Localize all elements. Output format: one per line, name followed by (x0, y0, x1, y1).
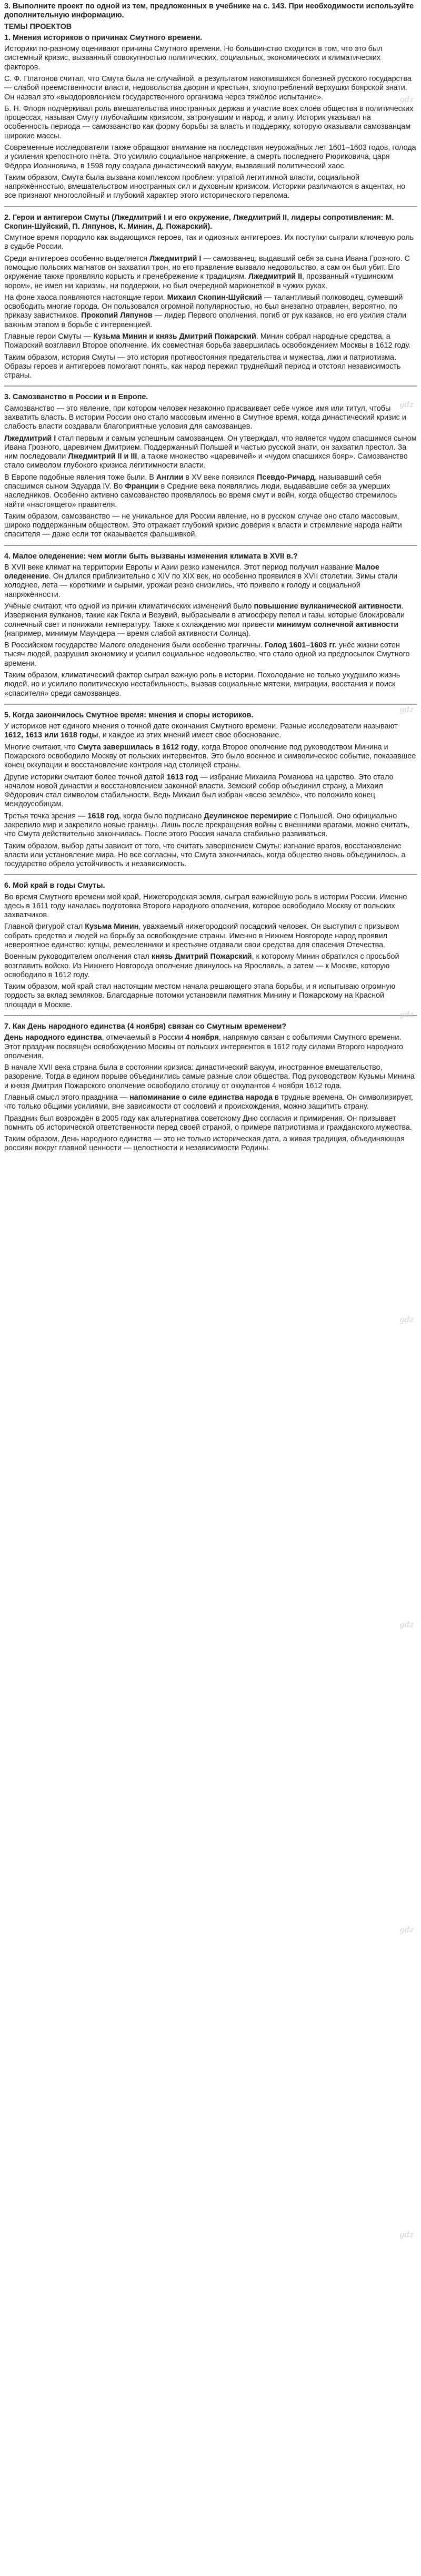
paragraph: Таким образом, мой край стал настоящим местом начала решающего этапа борьбы, и я испытываю огромную гордость за вклад земляков. Благодарные потомки установили памятник Минину и Пожарскому на Красной площади в Москве. (4, 982, 396, 1009)
emphasis: Англии (156, 473, 184, 482)
emphasis: Лжедмитрий I (4, 434, 56, 443)
emphasis: напоминание о силе единства народа (129, 1093, 273, 1102)
paragraph: Главные герои Смуты — Кузьма Минин и князь Дмитрий Пожарский. Минин собрал народные средства, а Пожарский возглавил Второе ополчение. Их совместная борьба завершилась освобождением Москвы в 1612 году. (4, 332, 411, 350)
emphasis: Малое оледенение (4, 563, 379, 581)
section-divider (4, 1015, 417, 1016)
emphasis: минимум солнечной активности (276, 620, 399, 629)
emphasis: повышение вулканической активности (254, 602, 402, 611)
emphasis: Прокопий Ляпунов (81, 311, 153, 320)
paragraph: Самозванство — это явление, при котором человек незаконно присваивает себе чужое имя или титул, чтобы захватить власть. В истории России оно стало массовым именно в Смутное время, когда династический кризис и слабость власти создавали благоприятные условия для самозванцев. (4, 404, 406, 431)
task-instruction: 3. Выполните проект по одной из тем, предложенных в учебнике на с. 143. При необходимости используйте дополнительную информацию. (4, 2, 414, 20)
paragraph: Современные исследователи также обращают внимание на последствия неурожайных лет 1601–1603 годов, голода и усиления крепостного гнёта. Это усилило социальное напряжение, а смерть последнего Рюриковича, царя Фёдора Иоанновича, в 1598 году создала династический вакуум, вызвавший политический хаос. (4, 143, 416, 170)
paragraph: Многие считают, что Смута завершилась в 1612 году, когда Второе ополчение под руководством Минина и Пожарского освободило Москву от польских интервентов. Это было военное и символическое событие, показавшее конец оккупации и восстановление контроля над столицей страны. (4, 743, 416, 770)
paragraph: В XVII веке климат на территории Европы и Азии резко изменился. Этот период получил название Малое оледенение. Он длился приблизительно с XIV по XIX век, но особенно проявился в XVII столетии. Зимы стали холоднее, лета — короткими и сырыми, урожаи резко снизились, что привело к голоду и социальной напряжённости. (4, 563, 398, 599)
paragraph: Во время Смутного времени мой край, Нижегородская земля, сыграл важнейшую роль в истории России. Именно здесь в 1611 году началась подготовка Второго народного ополчения, которое освободило Москву от польских захватчиков. (4, 893, 407, 920)
section-4 (4, 552, 417, 698)
paragraph: С. Ф. Платонов считал, что Смута была не случайной, а результатом накопившихся болезней русского государства — слабой преемственности власти, недовольства дворян и крестьян, злоупотреблений верхушки боярской знати. Он назвал это «выздоровлением государственного организма через тяжёлое испытание». (4, 74, 412, 102)
section-divider (4, 704, 417, 705)
paragraph: На фоне хаоса появляются настоящие герои. Михаил Скопин-Шуйский — талантливый полководец, сумевший освободить многие города. Он пользовался огромной популярностью, но был внезапно отравлен, вероятно, по приказу завистников. Прокопий Ляпунов — лидер Первого ополчения, погиб от рук казаков, но его усилия стали важным этапом в борьбе с интервенцией. (4, 293, 407, 329)
paragraph: В начале XVII века страна была в состоянии кризиса: династический вакуум, иностранное вмешательство, разорение. Тогда в едином порыве объединились самые разные слои общества. Под руководством Кузьмы Минина и князя Дмитрия Пожарского ополчение освободило столицу от оккупантов 4 ноября 1612 года. (4, 1063, 415, 1090)
section-title: 6. Мой край в годы Смуты. (4, 881, 105, 890)
paragraph: Таким образом, история Смуты — это история противостояния предательства и мужества, лжи и патриотизма. Образы героев и антигероев помогают понять, как народ пережил труднейший период и отстоял независимость страны. (4, 353, 401, 380)
paragraph: Таким образом, самозванство — не уникальное для России явление, но в русском случае оно стало массовым, широко поддержанным обществом. Это отражает глубокий кризис доверия к власти и стремление народа найти спасителя — даже если тот оказывается фальшивкой. (4, 512, 402, 539)
watermark: gdz (399, 1620, 414, 1629)
emphasis: Голод 1601–1603 гг. (264, 641, 337, 650)
watermark: gdz (399, 1315, 414, 1324)
paragraph: Таким образом, День народного единства — это не только историческая дата, а живая традиция, объединяющая россиян вокруг главной ценности — целостности и независимости Родины. (4, 1135, 405, 1153)
sections-container (4, 34, 417, 1153)
paragraph: Главной фигурой стал Кузьма Минин, уважаемый нижегородский посадский человек. Он выступил с призывом собрать средства и людей на борьбу за освобождение страны. Именно в Нижнем Новгороде народ проявил невероятное единство: купцы, ремесленники и крестьяне отдавали свои средства для спасения Отечества. (4, 922, 399, 950)
paragraph: Главный смысл этого праздника — напоминание о силе единства народа в трудные времена. Он символизирует, что только общими усилиями, вне зависимости от сословий и происхождения, можно защитить страну. (4, 1093, 413, 1111)
paragraph: Праздник был возрождён в 2005 году как альтернатива советскому Дню согласия и примирения. Он призывает помнить об исторической ответственности перед своей страной, о примере патриотизма и гражданского мужества. (4, 1114, 412, 1132)
section-title: 3. Самозванство в России и в Европе. (4, 393, 148, 402)
paragraph: Среди антигероев особенно выделяется Лжедмитрий I — самозванец, выдавший себя за сына Ивана Грозного. С помощью польских магнатов он захватил трон, но его правление вызвало недовольство, а сам он был убит. Его окружение также проявляло корысть и пренебрежение к традициям. Лжедмитрий II, прозванный «тушинским вором», не имел ни харизмы, ни поддержки, но был очередной марионеткой в чужих руках. (4, 254, 410, 290)
watermark: gdz (399, 1010, 414, 1019)
section-1 (4, 34, 417, 201)
paragraph: Третья точка зрения — 1618 год, когда было подписано Деулинское перемирие с Польшей. Оно официально закрепило мир и закрепило новые границы. Лишь после прекращения войны с внешними врагами, можно считать, что Смута действительно закончилась. После этого Россия начала стабильно развиваться. (4, 812, 410, 839)
section-2 (4, 214, 417, 381)
paragraph: Таким образом, Смута была вызвана комплексом проблем: утратой легитимной власти, социальной напряжённостью, вмешательством иностранных сил и духовным кризисом. Историки различаются в акцентах, но все признают многослойный и глубокий характер этого исторического перелома. (4, 173, 406, 200)
paragraph: Историки по-разному оценивают причины Смутного времени. Но большинство сходится в том, что это был системный кризис, вызванный совокупностью политических, социальных, экономических и климатических факторов. (4, 45, 383, 72)
emphasis: День народного единства (4, 1033, 102, 1042)
paragraph: Таким образом, выбор даты зависит от того, что считать завершением Смуты: изгнание врагов, восстановление власти или установление мира. Но все согласны, что Смута закончилась, когда общество вновь объединилось, а государство обрело устойчивость и независимость. (4, 841, 406, 869)
watermark: gdz (399, 2230, 414, 2239)
emphasis: Кузьма Минин и князь Дмитрий Пожарский (93, 332, 256, 341)
watermark: gdz (399, 1925, 414, 1934)
emphasis: 1613 год (166, 773, 198, 782)
emphasis: Франции (125, 482, 159, 491)
emphasis: Смута завершилась в 1612 году (77, 743, 198, 752)
emphasis: Псевдо-Ричард (256, 473, 315, 482)
section-divider (4, 874, 417, 875)
section-divider (4, 545, 417, 546)
emphasis: 1612, 1613 или 1618 годы (4, 731, 98, 740)
section-divider (4, 206, 417, 207)
emphasis: 1618 год (87, 812, 119, 820)
section-title: 2. Герои и антигерои Смуты (Лжедмитрий I и его окружение, Лжедмитрий II, лидеры сопротивления: М. Скопин-Шуйский, П. Ляпунов, К. Минин, Д. Пожарский). (4, 213, 394, 231)
watermark: gdz (399, 400, 414, 409)
paragraph: У историков нет единого мнения о точной дате окончания Смутного времени. Разные исследователи называют 1612, 1613 или 1618 годы, и каждое из этих мнений имеет свое обоснование. (4, 722, 398, 740)
paragraph: Смутное время породило как выдающихся героев, так и одиозных антигероев. Их поступки сыграли ключевую роль в судьбе России. (4, 234, 414, 251)
emphasis: Михаил Скопин-Шуйский (167, 293, 262, 302)
section-3 (4, 393, 417, 539)
paragraph: Лжедмитрий I стал первым и самым успешным самозванцем. Он утверждал, что является чудом спасшимся сыном Ивана Грозного, царевичем Дмитрием. Поддержанный Польшей и частью русской знати, он захватил престол. За ним последовали Лжедмитрий II и III, а также множество «царевичей» и «чудом спасшихся бояр». Самозванство стало символом глубокого кризиса легитимности власти. (4, 434, 417, 470)
topics-heading: ТЕМЫ ПРОЕКТОВ (4, 22, 72, 31)
paragraph: Б. Н. Флоря подчёркивал роль вмешательства иностранных держав и участие всех слоёв общества в политических процессах, называя Смуту глубочайшим кризисом, затронувшим и народ, и элиту. Историк указывал на особенность периода — самозванство как форму борьбы за власть и поддержку, которую оказывали самозванцам широкие массы. (4, 104, 414, 140)
section-divider (4, 386, 417, 387)
paragraph: В Российском государстве Малого оледенения были особенно трагичны. Голод 1601–1603 гг. унёс жизни сотен тысяч людей, разрушил экономику и усилил социальное недовольство, что стало одной из предпосылок Смутного времени. (4, 641, 410, 668)
emphasis: Кузьма Минин (85, 922, 139, 931)
section-6 (4, 881, 417, 1010)
section-title: 4. Малое оледенение: чем могли быть вызваны изменения климата в XVII в.? (4, 552, 298, 561)
emphasis: Лжедмитрий I (149, 254, 202, 263)
section-7 (4, 1022, 417, 1153)
section-title: 1. Мнения историков о причинах Смутного времени. (4, 33, 203, 42)
paragraph: В Европе подобные явления тоже были. В Англии в XV веке появился Псевдо-Ричард, называвший себя спасшимся сыном Эдуарда IV. Во Франции в Средние века появлялись люди, выдававшие себя за умерших наследников. Особенно активно самозванство проявлялось во время смут и войн, когда общество стремилось найти «настоящего» правителя. (4, 473, 397, 509)
watermark: gdz (399, 705, 414, 714)
section-title: 7. Как День народного единства (4 ноября) связан со Смутным временем? (4, 1022, 287, 1031)
emphasis: Лжедмитрий II и III (68, 452, 137, 461)
paragraph: Таким образом, климатический фактор сыграл важную роль в истории. Похолодание не только ухудшило жизнь людей, но и усилило политическую нестабильность, вызвав социальные мятежи, миграции, восстания и поиск «спасителя» среди самозванцев. (4, 671, 400, 698)
paragraph: Военным руководителем ополчения стал князь Дмитрий Пожарский, к которому Минин обратился с просьбой возглавить войско. Из Нижнего Новгорода ополчение двинулось на Ярославль, а затем — к Москве, которую освободило в 1612 году. (4, 952, 399, 979)
emphasis: Лжедмитрий II (248, 272, 303, 281)
emphasis: 4 ноября (185, 1033, 219, 1042)
paragraph: Учёные считают, что одной из причин климатических изменений было повышение вулканической активности. Извержения вулканов, такие как Гекла и Везувий, выбрасывали в атмосферу пепел и газы, которые блокировали солнечный свет и понижали температуру. Также к охлаждению мог привести минимум солнечной активности (например, минимум Маундера — время слабой активности Солнца). (4, 602, 405, 638)
emphasis: князь Дмитрий Пожарский (151, 952, 252, 961)
section-5 (4, 711, 417, 869)
paragraph: День народного единства, отмечаемый в России 4 ноября, напрямую связан с событиями Смутного времени. Этот праздник посвящён освобождению Москвы от польских интервентов в 1612 году силами Второго народного ополчения. (4, 1033, 404, 1060)
paragraph: Другие историки считают более точной датой 1613 год — избрание Михаила Романова на царство. Это стало началом новой династии и восстановлением законной власти. Земский собор объединил страну, а Михаил Фёдорович стал символом стабильности. Ведь Михаил был избран «всею землёю», что положило конец междоусобицам. (4, 773, 394, 809)
watermark: gdz (399, 95, 414, 104)
section-title: 5. Когда закончилось Смутное время: мнения и споры историков. (4, 711, 254, 719)
emphasis: Деулинское перемирие (204, 812, 292, 820)
